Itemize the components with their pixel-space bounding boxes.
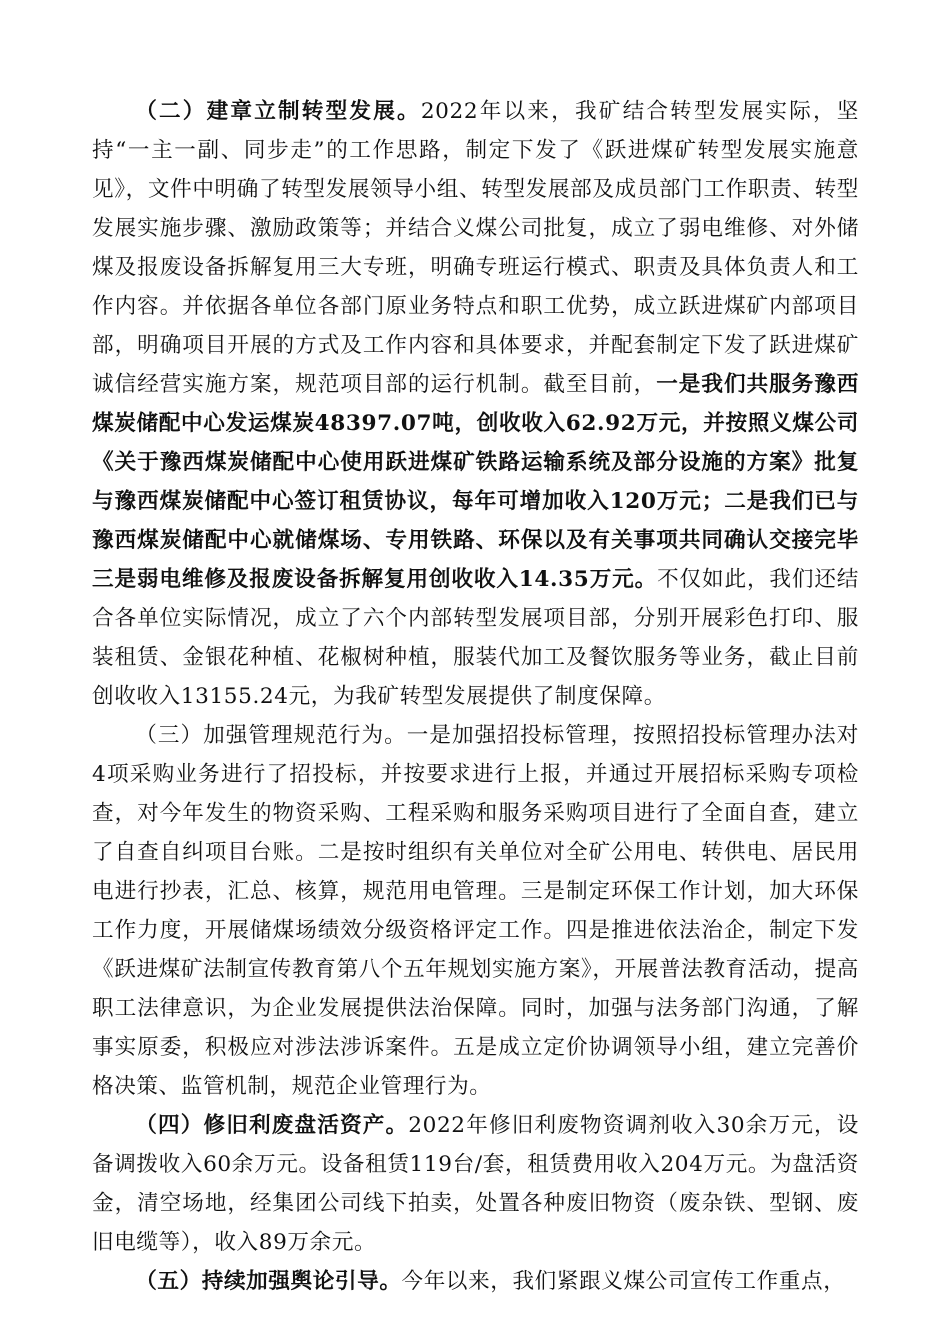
document-body <box>92 92 859 1301</box>
paragraph-text: 2022年修旧利废物资调剂收入30余万元，设备调拨收入60余万元。设备租赁119台/套，租赁费用收入204万元。为盘活资金，清空场地，经集团公司线下拍卖，处置各种废旧物资（废杂铁、型钢、废旧电缆等），收入89万余元。 <box>92 1113 859 1255</box>
section-heading: （五）持续加强舆论引导。 <box>135 1269 402 1294</box>
paragraph-text: （三）加强管理规范行为。一是加强招投标管理，按照招投标管理办法对4项采购业务进行了招投标，并按要求进行上报，并通过开展招标采购专项检查，对今年发生的物资采购、工程采购和服务采购项目进行了全面自查，建立了自查自纠项目台账。二是按时组织有关单位对全矿公用电、转供电、居民用电进行抄表，汇总、核算，规范用电管理。三是制定环保工作计划，加大环保工作力度，开展储煤场绩效分级资格评定工作。四是推进依法治企，制定下发《跃进煤矿法制宣传教育第八个五年规划实施方案》，开展普法教育活动，提高职工法律意识，为企业发展提供法治保障。同时，加强与法务部门沟通，了解事实原委，积极应对涉法涉诉案件。五是成立定价协调领导小组，建立完善价格决策、监管机制，规范企业管理行为。 <box>92 723 859 1099</box>
section-heading: （二）建章立制转型发展。 <box>135 99 421 124</box>
paragraph-public-opinion <box>92 1262 859 1301</box>
paragraph-transformation-development <box>92 92 859 716</box>
paragraph-asset-revitalization <box>92 1106 859 1262</box>
paragraph-text: 今年以来，我们紧跟义煤公司宣传工作重点， <box>401 1269 846 1294</box>
highlighted-results: 一是我们共服务豫西煤炭储配中心发运煤炭48397.07吨，创收收入62.92万元，并按照义煤公司《关于豫西煤炭储配中心使用跃进煤矿铁路运输系统及部分设施的方案》批复与豫西煤炭储配中心签订租赁协议，每年可增加收入120万元；二是我们已与豫西煤炭储配中心就储煤场、专用铁路、环保以及有关事项共同确认交接完毕三是弱电维修及报废设备拆解复用创收收入14.35万元。 <box>92 372 859 592</box>
paragraph-text: 2022年以来，我矿结合转型发展实际，坚持“一主一副、同步走”的工作思路，制定下发了《跃进煤矿转型发展实施意见》，文件中明确了转型发展领导小组、转型发展部及成员部门工作职责、转型发展实施步骤、激励政策等；并结合义煤公司批复，成立了弱电维修、对外储煤及报废设备拆解复用三大专班，明确专班运行模式、职责及具体负责人和工作内容。并依据各单位各部门原业务特点和职工优势，成立跃进煤矿内部项目部，明确项目开展的方式及工作内容和具体要求，并配套制定下发了跃进煤矿诚信经营实施方案，规范项目部的运行机制。截至目前， <box>92 99 859 397</box>
section-heading: （四）修旧利废盘活资产。 <box>135 1113 409 1138</box>
paragraph-management-standards <box>92 716 859 1106</box>
paragraph-text: 不仅如此，我们还结合各单位实际情况，成立了六个内部转型发展项目部，分别开展彩色打印、服装租赁、金银花种植、花椒树种植，服装代加工及餐饮服务等业务，截止目前创收收入13155.24元，为我矿转型发展提供了制度保障。 <box>92 567 859 709</box>
